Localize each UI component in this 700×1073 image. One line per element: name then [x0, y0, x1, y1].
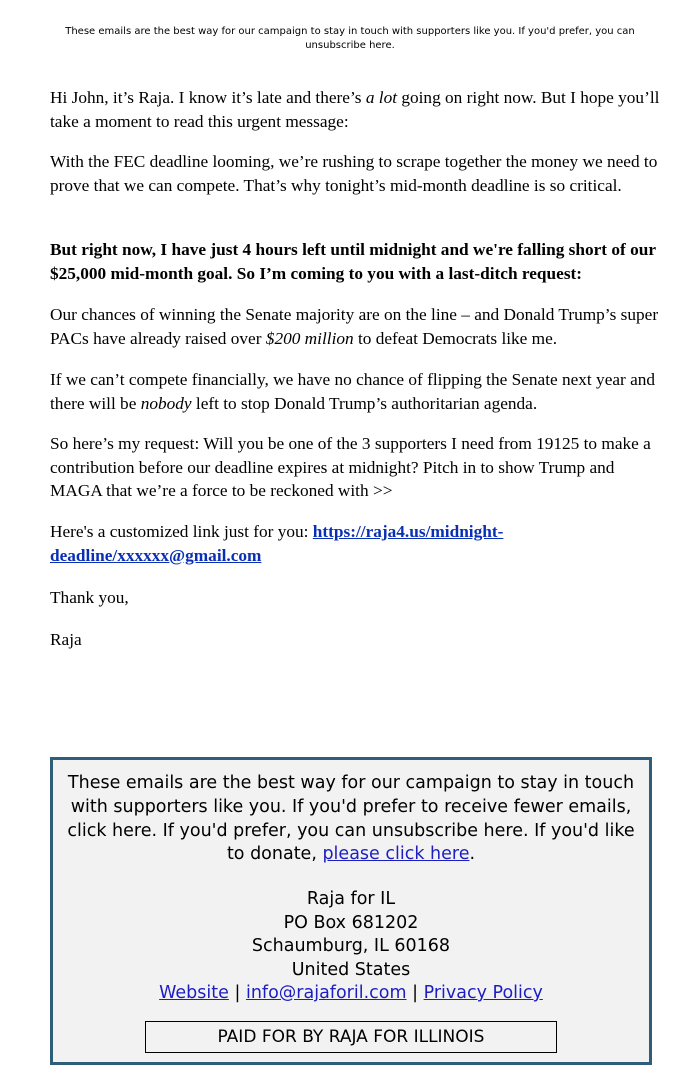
paragraph-custom-link: [50, 520, 660, 567]
link-separator: |: [234, 983, 241, 1003]
paid-for-disclaimer: PAID FOR BY RAJA FOR ILLINOIS: [145, 1021, 557, 1053]
footer-address: [53, 888, 649, 982]
donate-link[interactable]: please click here: [322, 844, 470, 865]
urgent-bold-text: But right now, I have just 4 hours left until midnight and we're falling short of our $25,000 mid-month goal. So I’m coming to you with a last-ditch request:: [50, 240, 656, 283]
compete-text-a: If we can’t compete financially, we have no chance of flipping the Senate next year and there will be: [50, 370, 656, 413]
senate-text-b: to defeat Democrats like me.: [353, 328, 558, 348]
greeting-emphasis: a lot: [365, 88, 398, 107]
email-link[interactable]: info@rajaforil.com: [245, 983, 407, 1003]
compete-emphasis: nobody: [140, 393, 192, 413]
senate-emphasis: $200 million: [265, 328, 354, 348]
website-link[interactable]: Website: [159, 983, 229, 1003]
address-city: Schaumburg, IL 60168: [251, 936, 451, 956]
compete-text-b: left to stop Donald Trump’s authoritarian agenda.: [191, 393, 538, 413]
paragraph-greeting: [50, 86, 660, 133]
custom-link-intro: Here's a customized link just for you:: [50, 522, 313, 541]
address-country: United States: [291, 959, 411, 980]
paragraph-senate-majority: [50, 303, 660, 350]
preheader-text: These emails are the best way for our campaign to stay in touch with supporters like you. If you'd prefer, you can unsubscribe here.: [65, 26, 635, 51]
greeting-text-a: Hi John, it’s Raja. I know it’s late and there’s: [50, 88, 366, 107]
closing-text: Thank you,: [50, 588, 129, 607]
paragraph-fec-deadline: With the FEC deadline looming, we’re rushing to scrape together the money we need to prove that we can compete. That’s why tonight’s mid-month deadline is so critical.: [50, 152, 658, 195]
donation-link[interactable]: https://raja4.us/midnight-deadline/xxxxxx@gmail.com: [50, 522, 504, 565]
footer-links: [53, 982, 649, 1006]
privacy-policy-link[interactable]: Privacy Policy: [423, 983, 543, 1003]
footer-message-end: .: [469, 844, 476, 865]
paragraph-urgent-bold: [50, 238, 660, 285]
greeting-text-b: going on right now. But I hope you’ll take a moment to read this urgent message:: [50, 88, 660, 131]
footer-message: [63, 772, 639, 867]
signature-text: Raja: [50, 630, 82, 649]
footer-message-text: These emails are the best way for our campaign to stay in touch with supporters like you. If you'd prefer to receive fewer emails, click here. If you'd prefer, you can unsubscribe here. If you'd like to donate,: [67, 773, 635, 865]
footer-box: [50, 757, 652, 1065]
paragraph-compete: [50, 368, 660, 415]
link-separator: |: [412, 983, 419, 1003]
address-po-box: PO Box 681202: [283, 912, 419, 933]
senate-text-a: Our chances of winning the Senate majority are on the line – and Donald Trump’s super PACs have already raised over: [50, 305, 659, 348]
address-org: Raja for IL: [306, 889, 396, 909]
paragraph-request: So here’s my request: Will you be one of the 3 supporters I need from 19125 to make a contribution before our deadline expires at midnight? Pitch in to show Trump and MAGA that we’re a force to be reckoned with >>: [50, 434, 651, 500]
